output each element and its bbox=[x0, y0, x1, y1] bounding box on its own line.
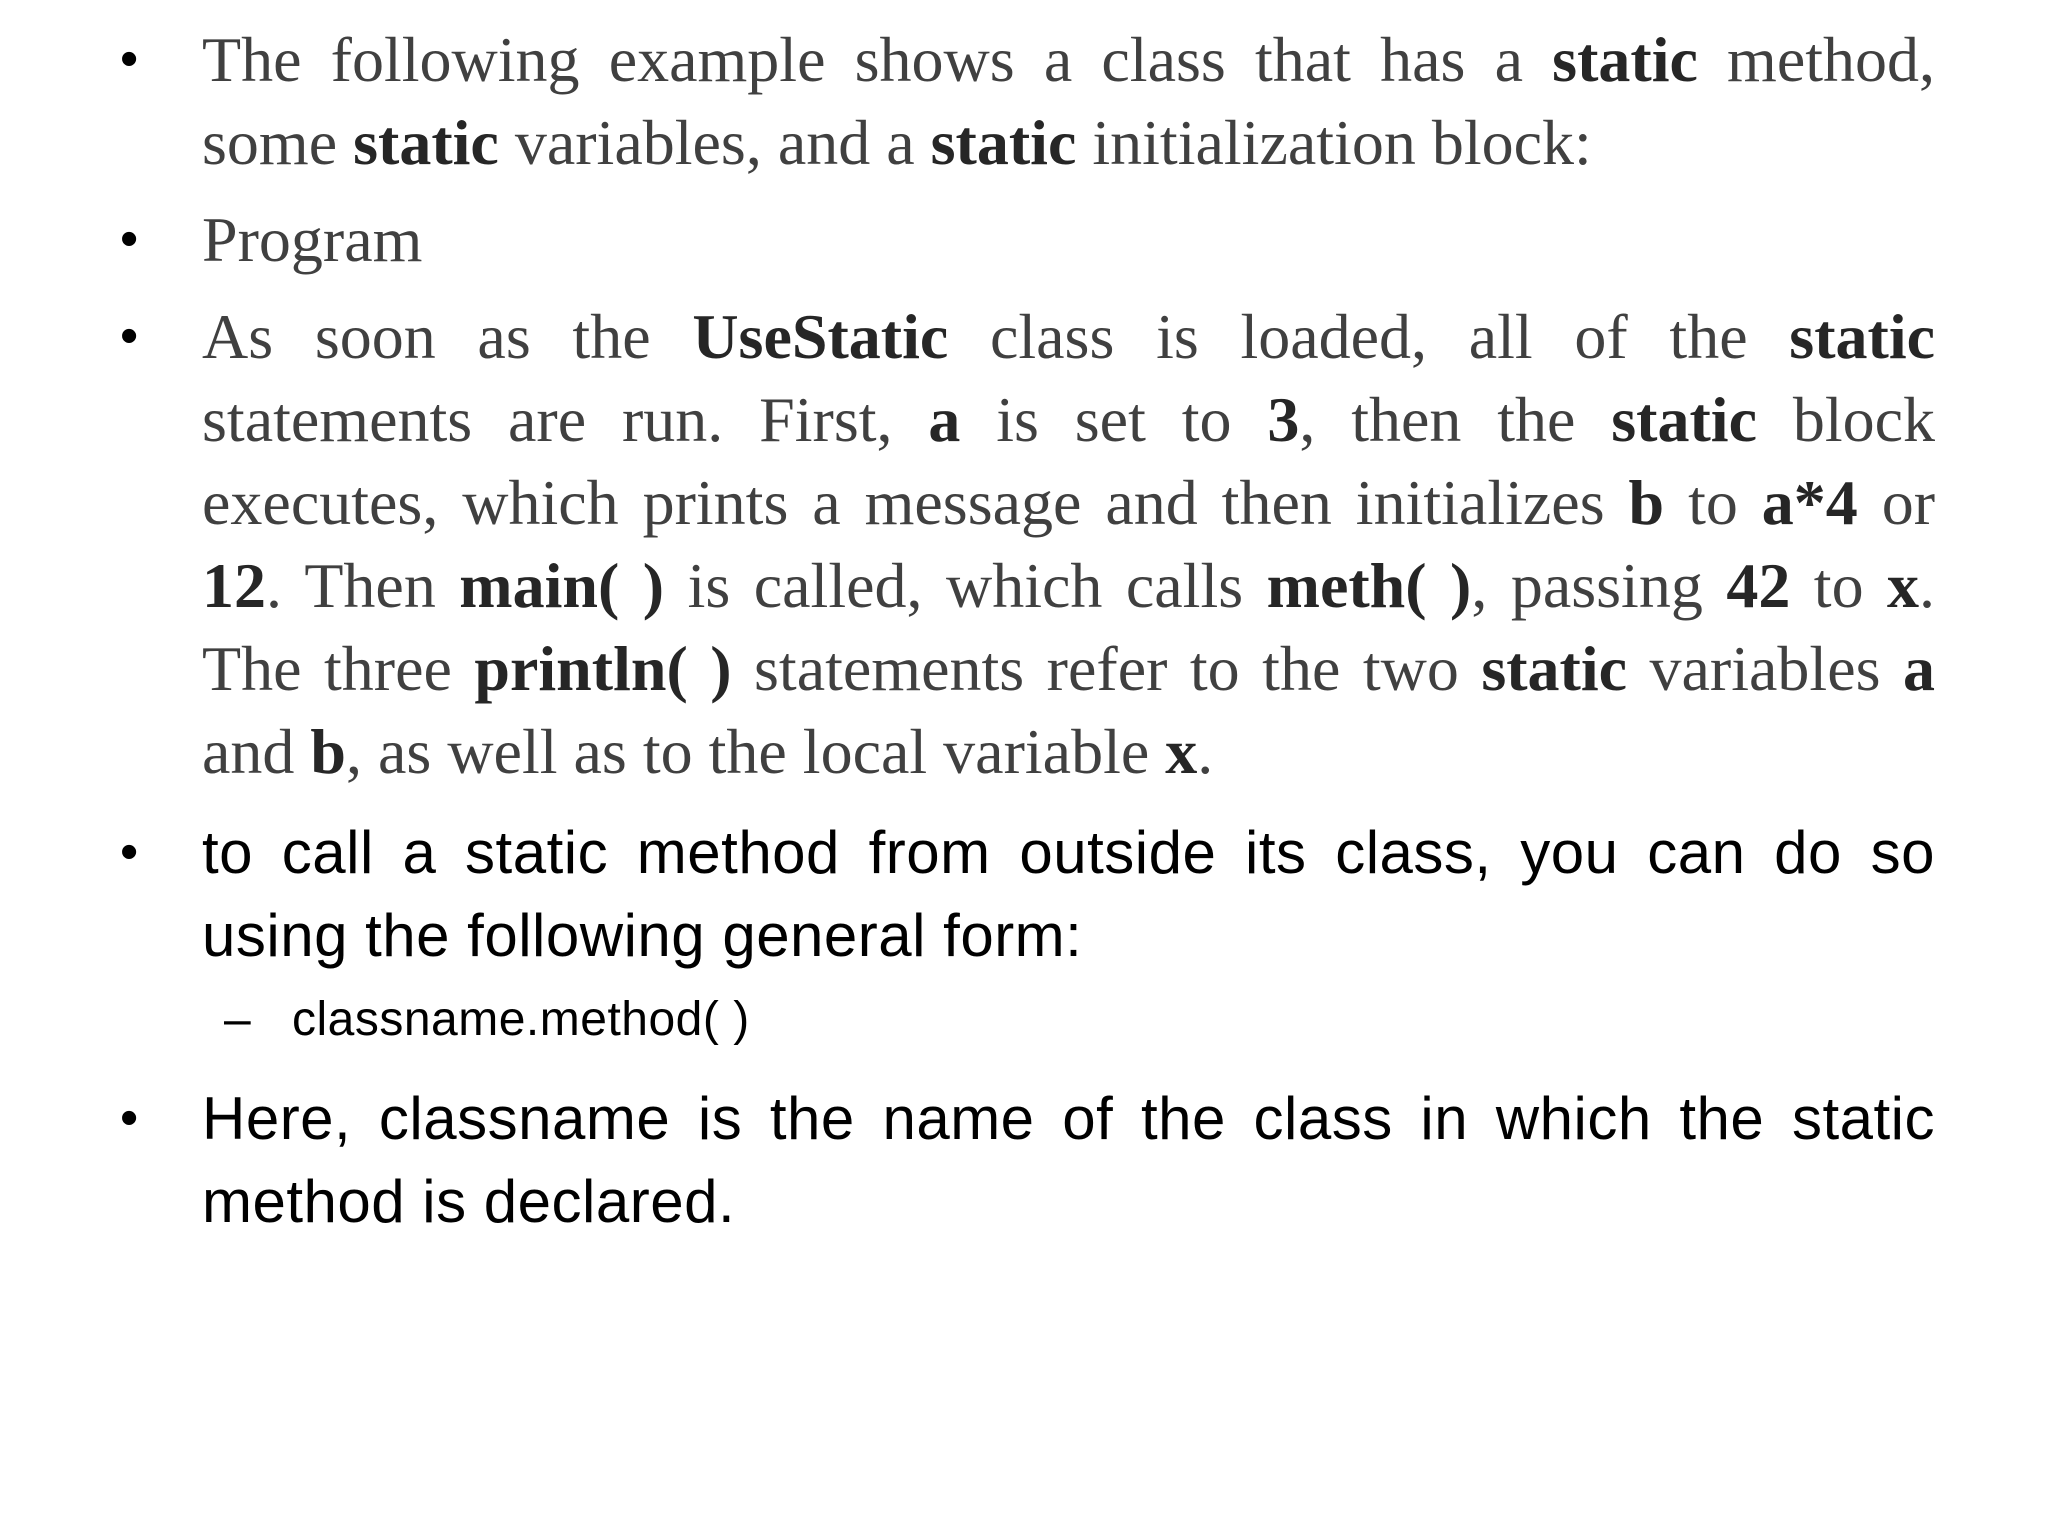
keyword: x bbox=[1165, 716, 1198, 787]
text: initialization block: bbox=[1076, 107, 1592, 178]
bullet-usestatic-explanation bbox=[120, 295, 1935, 793]
keyword: 12 bbox=[202, 550, 266, 621]
keyword: static bbox=[1611, 384, 1757, 455]
keyword: b bbox=[310, 716, 346, 787]
text: Program bbox=[202, 204, 423, 275]
text: to call a static method from outside its class, you can do so using the following general form: bbox=[202, 819, 1935, 969]
keyword: static bbox=[1552, 24, 1698, 95]
text: variables, and a bbox=[498, 107, 931, 178]
text: , then the bbox=[1299, 384, 1612, 455]
keyword: static bbox=[353, 107, 499, 178]
bullet-marker: • bbox=[120, 307, 139, 365]
keyword: meth( ) bbox=[1266, 550, 1472, 621]
bullet-program bbox=[120, 198, 1935, 281]
bullet-marker: • bbox=[120, 210, 139, 268]
text: block executes, which prints a message and then initializes bbox=[202, 384, 1936, 538]
bullet-list bbox=[120, 18, 1935, 1243]
bullet-classname-explanation bbox=[120, 1077, 1935, 1243]
sub-list bbox=[202, 985, 1935, 1055]
bullet-static-example bbox=[120, 18, 1935, 184]
text: The following example shows a class that has a bbox=[202, 24, 1553, 95]
keyword: static bbox=[1789, 301, 1936, 372]
bullet-marker: • bbox=[120, 823, 139, 881]
text: . bbox=[1197, 716, 1214, 787]
keyword: main( ) bbox=[459, 550, 665, 621]
text: to bbox=[1664, 467, 1762, 538]
keyword: a bbox=[928, 384, 961, 455]
keyword: UseStatic bbox=[692, 301, 949, 372]
bullet-marker: • bbox=[120, 30, 139, 88]
text: to bbox=[1790, 550, 1888, 621]
keyword: println( ) bbox=[474, 633, 732, 704]
text: , as well as to the local variable bbox=[346, 716, 1166, 787]
keyword: 42 bbox=[1726, 550, 1791, 621]
dash-marker: – bbox=[224, 993, 252, 1046]
keyword: static bbox=[1481, 633, 1628, 704]
keyword: b bbox=[1628, 467, 1665, 538]
text: and bbox=[202, 716, 311, 787]
text: is set to bbox=[960, 384, 1268, 455]
text: classname.method( ) bbox=[292, 993, 750, 1046]
text: method, some bbox=[202, 24, 1936, 178]
keyword: 3 bbox=[1267, 384, 1300, 455]
bullet-call-static-method bbox=[120, 811, 1935, 1055]
text: , passing bbox=[1471, 550, 1727, 621]
sub-item-general-form bbox=[202, 985, 1935, 1055]
text: . The three bbox=[202, 550, 1936, 704]
text: statements refer to the two bbox=[731, 633, 1482, 704]
text: As soon as the bbox=[202, 301, 693, 372]
text: . Then bbox=[266, 550, 460, 621]
text: is called, which calls bbox=[664, 550, 1267, 621]
text: statements are run. First, bbox=[202, 384, 929, 455]
text: Here, classname is the name of the class in which the static method is declared. bbox=[202, 1085, 1935, 1235]
bullet-marker: • bbox=[120, 1089, 139, 1147]
text: class is loaded, all of the bbox=[948, 301, 1790, 372]
text: variables bbox=[1627, 633, 1904, 704]
keyword: a*4 bbox=[1761, 467, 1858, 538]
keyword: static bbox=[930, 107, 1077, 178]
keyword: a bbox=[1903, 633, 1936, 704]
keyword: x bbox=[1887, 550, 1920, 621]
text: or bbox=[1857, 467, 1936, 538]
